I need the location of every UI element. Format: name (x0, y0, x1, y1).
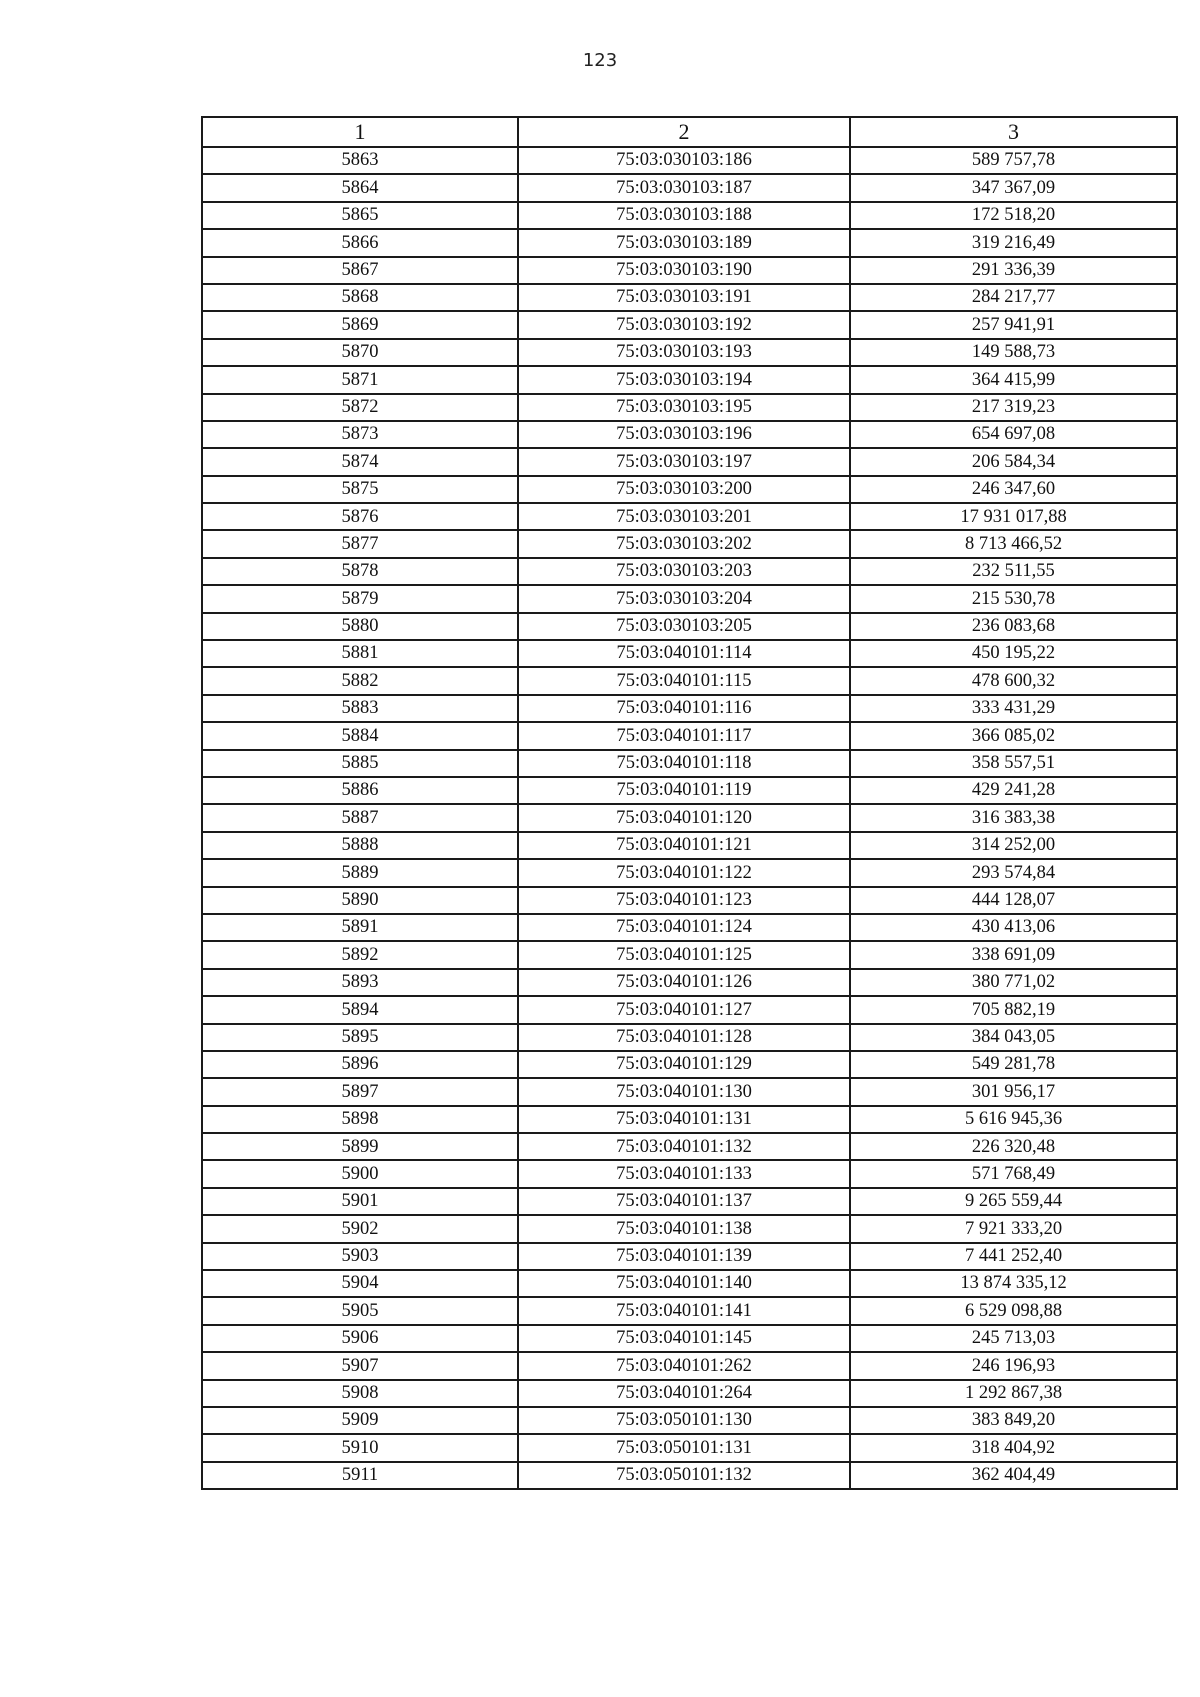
value-cell: 429 241,28 (850, 777, 1177, 804)
cadastral-number-cell: 75:03:040101:121 (518, 832, 850, 859)
row-number-cell: 5896 (202, 1051, 518, 1078)
cadastral-number-cell: 75:03:040101:122 (518, 859, 850, 886)
table-row (202, 147, 1177, 174)
row-number-cell: 5880 (202, 613, 518, 640)
table-row (202, 941, 1177, 968)
value-cell: 13 874 335,12 (850, 1270, 1177, 1297)
value-cell: 293 574,84 (850, 859, 1177, 886)
value-cell: 291 336,39 (850, 257, 1177, 284)
row-number-cell: 5883 (202, 695, 518, 722)
cadastral-number-cell: 75:03:040101:125 (518, 941, 850, 968)
table-row (202, 1352, 1177, 1379)
cadastral-number-cell: 75:03:030103:203 (518, 558, 850, 585)
value-cell: 444 128,07 (850, 887, 1177, 914)
cadastral-number-cell: 75:03:040101:137 (518, 1188, 850, 1215)
table-body (202, 147, 1177, 1489)
table-row (202, 832, 1177, 859)
row-number-cell: 5877 (202, 530, 518, 557)
row-number-cell: 5885 (202, 750, 518, 777)
table-row (202, 284, 1177, 311)
row-number-cell: 5895 (202, 1024, 518, 1051)
cadastral-number-cell: 75:03:040101:139 (518, 1243, 850, 1270)
table-row (202, 503, 1177, 530)
table-row (202, 804, 1177, 831)
table-row (202, 667, 1177, 694)
value-cell: 257 941,91 (850, 311, 1177, 338)
value-cell: 149 588,73 (850, 339, 1177, 366)
table-row (202, 339, 1177, 366)
row-number-cell: 5879 (202, 585, 518, 612)
cadastral-number-cell: 75:03:050101:130 (518, 1407, 850, 1434)
value-cell: 589 757,78 (850, 147, 1177, 174)
row-number-cell: 5897 (202, 1078, 518, 1105)
value-cell: 358 557,51 (850, 750, 1177, 777)
row-number-cell: 5875 (202, 476, 518, 503)
table-row (202, 585, 1177, 612)
value-cell: 206 584,34 (850, 448, 1177, 475)
cadastral-number-cell: 75:03:040101:115 (518, 667, 850, 694)
table-row (202, 1434, 1177, 1461)
value-cell: 284 217,77 (850, 284, 1177, 311)
cadastral-number-cell: 75:03:040101:124 (518, 914, 850, 941)
cadastral-number-cell: 75:03:030103:193 (518, 339, 850, 366)
table-row (202, 1051, 1177, 1078)
value-cell: 347 367,09 (850, 174, 1177, 201)
table-row (202, 1462, 1177, 1489)
table-row (202, 859, 1177, 886)
row-number-cell: 5874 (202, 448, 518, 475)
value-cell: 383 849,20 (850, 1407, 1177, 1434)
cadastral-number-cell: 75:03:030103:204 (518, 585, 850, 612)
row-number-cell: 5882 (202, 667, 518, 694)
cadastral-number-cell: 75:03:040101:120 (518, 804, 850, 831)
row-number-cell: 5881 (202, 640, 518, 667)
value-cell: 318 404,92 (850, 1434, 1177, 1461)
table-row (202, 1160, 1177, 1187)
value-cell: 236 083,68 (850, 613, 1177, 640)
value-cell: 226 320,48 (850, 1133, 1177, 1160)
cadastral-number-cell: 75:03:040101:129 (518, 1051, 850, 1078)
row-number-cell: 5900 (202, 1160, 518, 1187)
row-number-cell: 5888 (202, 832, 518, 859)
value-cell: 571 768,49 (850, 1160, 1177, 1187)
cadastral-number-cell: 75:03:040101:114 (518, 640, 850, 667)
table-row (202, 777, 1177, 804)
cadastral-number-cell: 75:03:030103:191 (518, 284, 850, 311)
table-row (202, 887, 1177, 914)
row-number-cell: 5893 (202, 969, 518, 996)
page-number: 123 (582, 50, 618, 71)
table-row (202, 530, 1177, 557)
value-cell: 478 600,32 (850, 667, 1177, 694)
table-header (202, 117, 1177, 147)
cadastral-number-cell: 75:03:030103:196 (518, 421, 850, 448)
column-header-2: 2 (518, 117, 850, 147)
row-number-cell: 5864 (202, 174, 518, 201)
table-row (202, 640, 1177, 667)
cadastral-number-cell: 75:03:040101:138 (518, 1215, 850, 1242)
value-cell: 316 383,38 (850, 804, 1177, 831)
value-cell: 380 771,02 (850, 969, 1177, 996)
cadastral-number-cell: 75:03:030103:200 (518, 476, 850, 503)
cadastral-number-cell: 75:03:040101:128 (518, 1024, 850, 1051)
registry-table (201, 116, 1178, 1490)
row-number-cell: 5873 (202, 421, 518, 448)
row-number-cell: 5890 (202, 887, 518, 914)
cadastral-number-cell: 75:03:030103:201 (518, 503, 850, 530)
row-number-cell: 5899 (202, 1133, 518, 1160)
row-number-cell: 5911 (202, 1462, 518, 1489)
cadastral-number-cell: 75:03:040101:131 (518, 1106, 850, 1133)
row-number-cell: 5904 (202, 1270, 518, 1297)
value-cell: 217 319,23 (850, 394, 1177, 421)
row-number-cell: 5906 (202, 1325, 518, 1352)
header-row (202, 117, 1177, 147)
value-cell: 450 195,22 (850, 640, 1177, 667)
cadastral-number-cell: 75:03:040101:117 (518, 722, 850, 749)
cadastral-number-cell: 75:03:040101:132 (518, 1133, 850, 1160)
row-number-cell: 5876 (202, 503, 518, 530)
table-row (202, 257, 1177, 284)
value-cell: 366 085,02 (850, 722, 1177, 749)
table-row (202, 366, 1177, 393)
row-number-cell: 5872 (202, 394, 518, 421)
row-number-cell: 5908 (202, 1380, 518, 1407)
cadastral-number-cell: 75:03:040101:133 (518, 1160, 850, 1187)
table-row (202, 1078, 1177, 1105)
cadastral-number-cell: 75:03:050101:132 (518, 1462, 850, 1489)
row-number-cell: 5871 (202, 366, 518, 393)
row-number-cell: 5903 (202, 1243, 518, 1270)
row-number-cell: 5889 (202, 859, 518, 886)
cadastral-number-cell: 75:03:040101:116 (518, 695, 850, 722)
table-row (202, 1243, 1177, 1270)
row-number-cell: 5905 (202, 1297, 518, 1324)
cadastral-number-cell: 75:03:030103:187 (518, 174, 850, 201)
table-row (202, 1024, 1177, 1051)
row-number-cell: 5909 (202, 1407, 518, 1434)
row-number-cell: 5869 (202, 311, 518, 338)
value-cell: 215 530,78 (850, 585, 1177, 612)
value-cell: 232 511,55 (850, 558, 1177, 585)
table-row (202, 914, 1177, 941)
table-row (202, 1325, 1177, 1352)
table-row (202, 229, 1177, 256)
row-number-cell: 5898 (202, 1106, 518, 1133)
table-row (202, 394, 1177, 421)
cadastral-number-cell: 75:03:040101:140 (518, 1270, 850, 1297)
cadastral-number-cell: 75:03:030103:194 (518, 366, 850, 393)
value-cell: 17 931 017,88 (850, 503, 1177, 530)
value-cell: 314 252,00 (850, 832, 1177, 859)
cadastral-number-cell: 75:03:040101:127 (518, 996, 850, 1023)
table-row (202, 421, 1177, 448)
cadastral-number-cell: 75:03:040101:126 (518, 969, 850, 996)
value-cell: 8 713 466,52 (850, 530, 1177, 557)
row-number-cell: 5865 (202, 202, 518, 229)
cadastral-number-cell: 75:03:030103:190 (518, 257, 850, 284)
table-row (202, 1215, 1177, 1242)
value-cell: 364 415,99 (850, 366, 1177, 393)
row-number-cell: 5868 (202, 284, 518, 311)
table-row (202, 174, 1177, 201)
table-row (202, 1133, 1177, 1160)
value-cell: 384 043,05 (850, 1024, 1177, 1051)
table-row (202, 558, 1177, 585)
table-row (202, 1297, 1177, 1324)
cadastral-number-cell: 75:03:040101:118 (518, 750, 850, 777)
value-cell: 333 431,29 (850, 695, 1177, 722)
cadastral-number-cell: 75:03:040101:141 (518, 1297, 850, 1324)
row-number-cell: 5891 (202, 914, 518, 941)
cadastral-number-cell: 75:03:040101:123 (518, 887, 850, 914)
row-number-cell: 5892 (202, 941, 518, 968)
cadastral-number-cell: 75:03:050101:131 (518, 1434, 850, 1461)
table-row (202, 202, 1177, 229)
value-cell: 9 265 559,44 (850, 1188, 1177, 1215)
cadastral-number-cell: 75:03:040101:130 (518, 1078, 850, 1105)
table-row (202, 695, 1177, 722)
value-cell: 246 196,93 (850, 1352, 1177, 1379)
row-number-cell: 5887 (202, 804, 518, 831)
cadastral-number-cell: 75:03:040101:145 (518, 1325, 850, 1352)
row-number-cell: 5910 (202, 1434, 518, 1461)
row-number-cell: 5907 (202, 1352, 518, 1379)
cadastral-number-cell: 75:03:030103:186 (518, 147, 850, 174)
table-row (202, 613, 1177, 640)
cadastral-number-cell: 75:03:040101:264 (518, 1380, 850, 1407)
row-number-cell: 5870 (202, 339, 518, 366)
value-cell: 301 956,17 (850, 1078, 1177, 1105)
cadastral-number-cell: 75:03:030103:188 (518, 202, 850, 229)
table-row (202, 996, 1177, 1023)
value-cell: 1 292 867,38 (850, 1380, 1177, 1407)
value-cell: 430 413,06 (850, 914, 1177, 941)
table-row (202, 969, 1177, 996)
table-row (202, 1380, 1177, 1407)
table-row (202, 476, 1177, 503)
cadastral-number-cell: 75:03:030103:197 (518, 448, 850, 475)
value-cell: 7 441 252,40 (850, 1243, 1177, 1270)
cadastral-number-cell: 75:03:040101:119 (518, 777, 850, 804)
value-cell: 5 616 945,36 (850, 1106, 1177, 1133)
cadastral-number-cell: 75:03:030103:189 (518, 229, 850, 256)
value-cell: 245 713,03 (850, 1325, 1177, 1352)
table-row (202, 722, 1177, 749)
cadastral-number-cell: 75:03:030103:195 (518, 394, 850, 421)
cadastral-number-cell: 75:03:030103:202 (518, 530, 850, 557)
cadastral-number-cell: 75:03:030103:192 (518, 311, 850, 338)
row-number-cell: 5866 (202, 229, 518, 256)
value-cell: 7 921 333,20 (850, 1215, 1177, 1242)
table-row (202, 750, 1177, 777)
row-number-cell: 5884 (202, 722, 518, 749)
row-number-cell: 5894 (202, 996, 518, 1023)
table-row (202, 1270, 1177, 1297)
value-cell: 319 216,49 (850, 229, 1177, 256)
value-cell: 172 518,20 (850, 202, 1177, 229)
row-number-cell: 5901 (202, 1188, 518, 1215)
column-header-1: 1 (202, 117, 518, 147)
value-cell: 338 691,09 (850, 941, 1177, 968)
value-cell: 654 697,08 (850, 421, 1177, 448)
value-cell: 246 347,60 (850, 476, 1177, 503)
row-number-cell: 5886 (202, 777, 518, 804)
column-header-3: 3 (850, 117, 1177, 147)
row-number-cell: 5902 (202, 1215, 518, 1242)
value-cell: 362 404,49 (850, 1462, 1177, 1489)
cadastral-number-cell: 75:03:030103:205 (518, 613, 850, 640)
table-row (202, 311, 1177, 338)
value-cell: 549 281,78 (850, 1051, 1177, 1078)
row-number-cell: 5863 (202, 147, 518, 174)
table-row (202, 1407, 1177, 1434)
value-cell: 6 529 098,88 (850, 1297, 1177, 1324)
row-number-cell: 5867 (202, 257, 518, 284)
row-number-cell: 5878 (202, 558, 518, 585)
table-row (202, 448, 1177, 475)
cadastral-number-cell: 75:03:040101:262 (518, 1352, 850, 1379)
value-cell: 705 882,19 (850, 996, 1177, 1023)
table-row (202, 1106, 1177, 1133)
table-row (202, 1188, 1177, 1215)
